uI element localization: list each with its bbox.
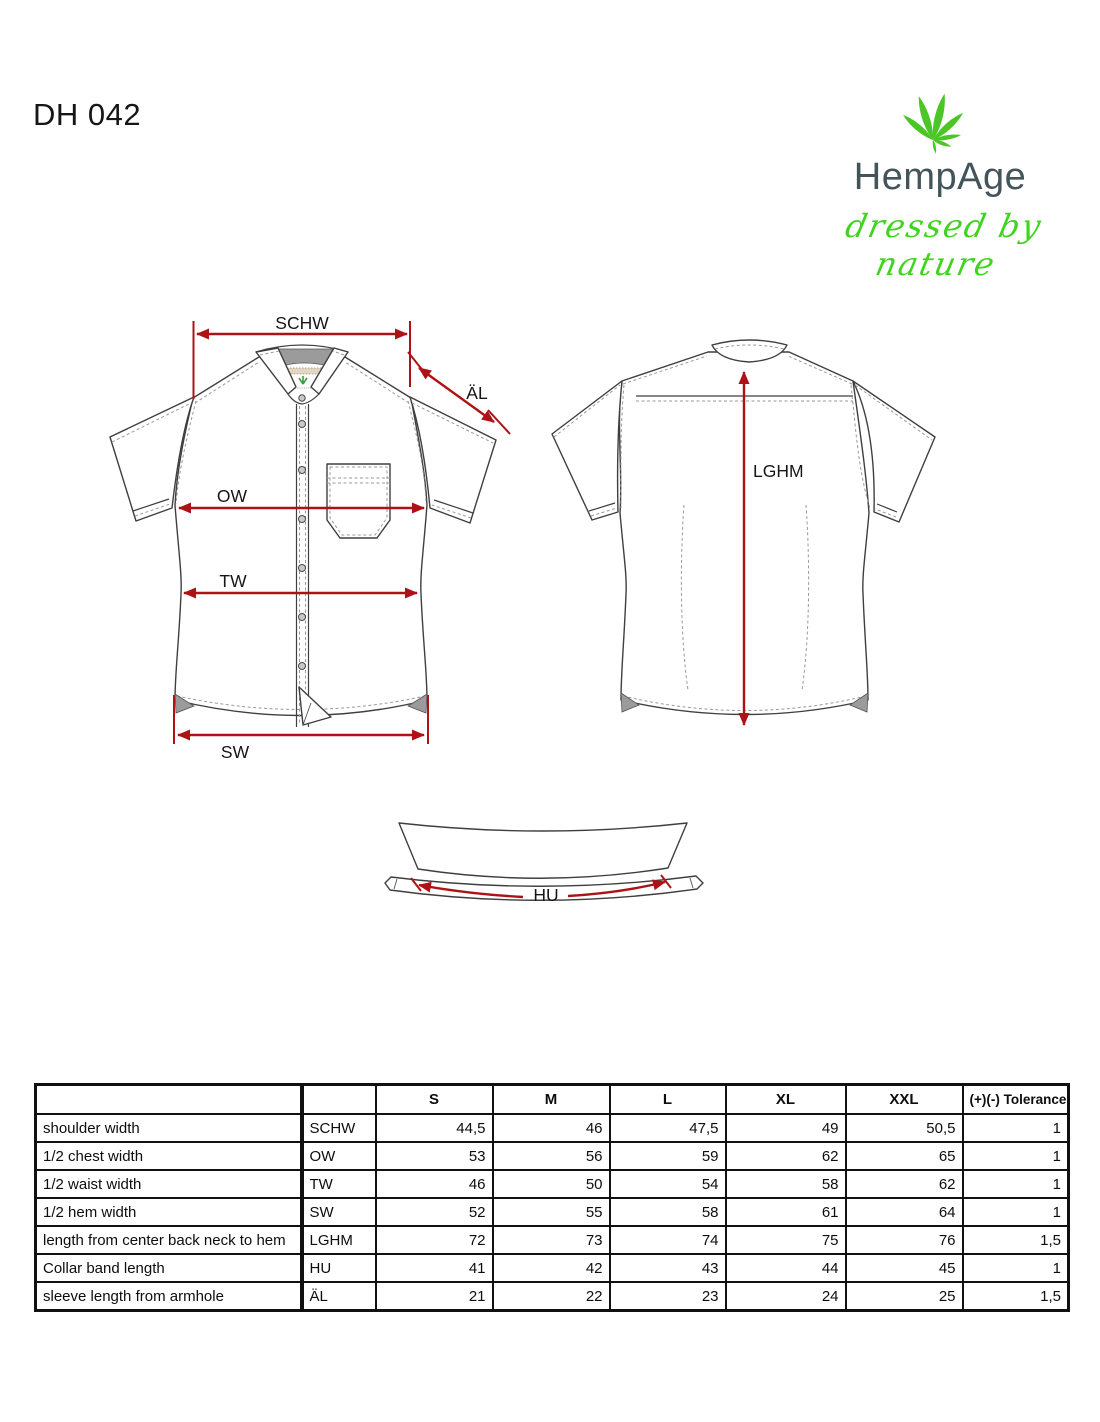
- table-row: [36, 1198, 1069, 1226]
- front-view-drawing: [110, 345, 496, 727]
- value-xl: 49: [726, 1114, 846, 1142]
- value-xl: 58: [726, 1170, 846, 1198]
- value-tolerance: 1,5: [963, 1226, 1069, 1254]
- chest-pocket: [327, 464, 390, 538]
- table-row: [36, 1226, 1069, 1254]
- value-s: 21: [376, 1282, 493, 1311]
- table-row: [36, 1114, 1069, 1142]
- value-xxl: 25: [846, 1282, 963, 1311]
- value-tolerance: 1: [963, 1170, 1069, 1198]
- value-s: 46: [376, 1170, 493, 1198]
- value-l: 23: [610, 1282, 726, 1311]
- measure-description: 1/2 waist width: [36, 1170, 302, 1198]
- measure-code: LGHM: [302, 1226, 376, 1254]
- header-code: [302, 1085, 376, 1115]
- value-tolerance: 1: [963, 1254, 1069, 1282]
- value-tolerance: 1: [963, 1142, 1069, 1170]
- value-m: 56: [493, 1142, 610, 1170]
- header-size-xl: XL: [726, 1085, 846, 1115]
- measure-code: SCHW: [302, 1114, 376, 1142]
- table-header-row: [36, 1085, 1069, 1115]
- value-m: 46: [493, 1114, 610, 1142]
- value-xxl: 76: [846, 1226, 963, 1254]
- value-tolerance: 1: [963, 1198, 1069, 1226]
- table-row: [36, 1170, 1069, 1198]
- measure-code: HU: [302, 1254, 376, 1282]
- value-xl: 24: [726, 1282, 846, 1311]
- value-l: 74: [610, 1226, 726, 1254]
- value-m: 73: [493, 1226, 610, 1254]
- value-xxl: 45: [846, 1254, 963, 1282]
- value-s: 72: [376, 1226, 493, 1254]
- measure-description: Collar band length: [36, 1254, 302, 1282]
- measure-code: ÄL: [302, 1282, 376, 1311]
- value-l: 58: [610, 1198, 726, 1226]
- header-size-l: L: [610, 1085, 726, 1115]
- style-number: DH 042: [33, 97, 142, 132]
- front-sleeve-label: ÄL: [466, 383, 488, 403]
- header-tolerance: (+)(-) Tolerance: [963, 1085, 1069, 1115]
- header-size-xxl: XXL: [846, 1085, 963, 1115]
- measure-description: shoulder width: [36, 1114, 302, 1142]
- value-m: 22: [493, 1282, 610, 1311]
- size-table: [34, 1083, 1070, 1312]
- brand-tagline: dressed by nature: [842, 207, 1046, 283]
- front-shoulder-label: SCHW: [275, 313, 329, 333]
- collar-band-drawing: [385, 823, 703, 905]
- value-l: 54: [610, 1170, 726, 1198]
- value-m: 50: [493, 1170, 610, 1198]
- value-xxl: 65: [846, 1142, 963, 1170]
- back-left-sleeve: [552, 381, 622, 520]
- value-xl: 44: [726, 1254, 846, 1282]
- measure-code: OW: [302, 1142, 376, 1170]
- value-s: 41: [376, 1254, 493, 1282]
- brand-name: HempAge: [853, 156, 1027, 198]
- value-xxl: 50,5: [846, 1114, 963, 1142]
- value-m: 55: [493, 1198, 610, 1226]
- front-hem-label: SW: [220, 742, 250, 762]
- value-l: 59: [610, 1142, 726, 1170]
- measure-description: 1/2 chest width: [36, 1142, 302, 1170]
- header-size-s: S: [376, 1085, 493, 1115]
- value-l: 43: [610, 1254, 726, 1282]
- value-m: 42: [493, 1254, 610, 1282]
- value-xxl: 64: [846, 1198, 963, 1226]
- value-tolerance: 1,5: [963, 1282, 1069, 1311]
- collar-band-label: HU: [533, 885, 559, 905]
- value-xl: 75: [726, 1226, 846, 1254]
- measure-description: sleeve length from armhole: [36, 1282, 302, 1311]
- value-xl: 62: [726, 1142, 846, 1170]
- value-s: 52: [376, 1198, 493, 1226]
- value-xl: 61: [726, 1198, 846, 1226]
- measure-code: SW: [302, 1198, 376, 1226]
- front-chest-label: OW: [216, 486, 248, 506]
- header-size-m: M: [493, 1085, 610, 1115]
- value-xxl: 62: [846, 1170, 963, 1198]
- measure-description: 1/2 hem width: [36, 1198, 302, 1226]
- value-l: 47,5: [610, 1114, 726, 1142]
- header-description: [36, 1085, 302, 1115]
- value-s: 44,5: [376, 1114, 493, 1142]
- value-tolerance: 1: [963, 1114, 1069, 1142]
- measure-code: TW: [302, 1170, 376, 1198]
- back-length-label: LGHM: [753, 461, 804, 481]
- table-row: [36, 1142, 1069, 1170]
- front-waist-label: TW: [219, 571, 247, 591]
- measure-description: length from center back neck to hem: [36, 1226, 302, 1254]
- value-s: 53: [376, 1142, 493, 1170]
- table-row: [36, 1254, 1069, 1282]
- table-row: [36, 1282, 1069, 1311]
